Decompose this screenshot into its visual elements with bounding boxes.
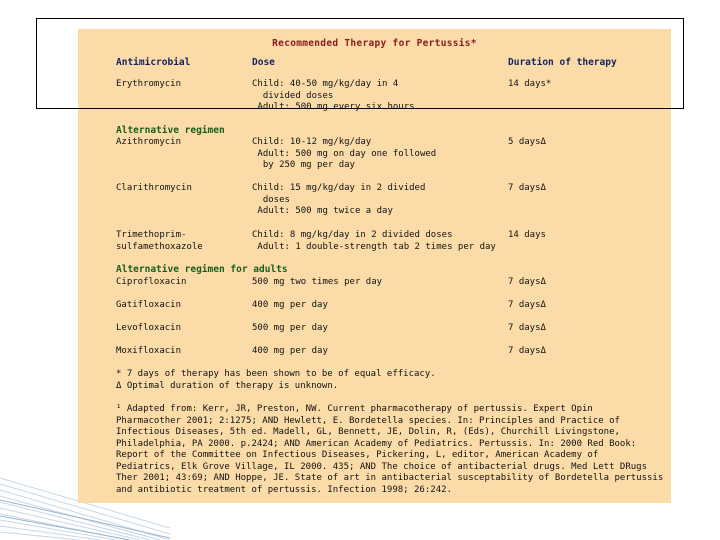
- footnote-delta: Δ Optimal duration of therapy is unknown.: [116, 380, 339, 391]
- drug-name: Gatifloxacin: [116, 300, 182, 310]
- drug-name: Levofloxacin: [116, 323, 182, 333]
- drug-name: Clarithromycin: [116, 183, 192, 193]
- drug-name: Azithromycin: [116, 137, 182, 147]
- dose-text: 500 mg per day: [252, 323, 328, 333]
- duration-text: 7 daysΔ: [508, 277, 546, 287]
- duration-text: 7 daysΔ: [508, 323, 546, 333]
- drug-name: Erythromycin: [116, 79, 182, 89]
- dose-text: 500 mg two times per day: [252, 277, 383, 287]
- header-antimicrobial: Antimicrobial: [116, 57, 191, 68]
- section-alt-regimen: Alternative regimen: [116, 125, 225, 136]
- dose-text: Child: 8 mg/kg/day in 2 divided doses Adult: 1 double-strength tab 2 times per day: [252, 230, 496, 252]
- drug-name: Moxifloxacin: [116, 346, 182, 356]
- dose-text: Child: 40-50 mg/kg/day in 4 divided doses Adult: 500 mg every six hours: [252, 79, 415, 112]
- dose-text: 400 mg per day: [252, 346, 328, 356]
- duration-text: 5 daysΔ: [508, 137, 546, 147]
- dose-text: 400 mg per day: [252, 300, 328, 310]
- header-dose: Dose: [252, 57, 275, 68]
- duration-text: 14 days: [508, 230, 546, 240]
- table-title: Recommended Therapy for Pertussis*: [272, 38, 477, 49]
- duration-text: 7 daysΔ: [508, 300, 546, 310]
- footnote-asterisk: * 7 days of therapy has been shown to be of equal efficacy.: [116, 369, 436, 379]
- duration-text: 7 daysΔ: [508, 183, 546, 193]
- drug-name: Ciprofloxacin: [116, 277, 187, 287]
- drug-name: Trimethoprim- sulfamethoxazole: [116, 230, 203, 252]
- header-duration: Duration of therapy: [508, 57, 617, 68]
- dose-text: Child: 10-12 mg/kg/day Adult: 500 mg on day one followed by 250 mg per day: [252, 137, 437, 170]
- duration-text: 7 daysΔ: [508, 346, 546, 356]
- therapy-table-panel: [78, 29, 671, 503]
- footnotes: [116, 369, 436, 392]
- duration-text: 14 days*: [508, 79, 552, 89]
- dose-text: Child: 15 mg/kg/day in 2 divided doses Adult: 500 mg twice a day: [252, 183, 426, 216]
- section-alt-adults: Alternative regimen for adults: [116, 264, 288, 275]
- reference-citation: ¹ Adapted from: Kerr, JR, Preston, NW. Current pharmacotherapy of pertussis. Expert Opin Pharmacother 2001; 2:1275; AND Hewlett, E. Bordetella species. In: Principles and Practice of Infectious Diseases, 5th ed. Madell, GL, Bennett, JE, Dolin, R, (Eds), Churchill Livingstone, Philadelphia, PA 2000. p.2424; AND American Academy of Pediatrics. Pertussis. In: 2000 Red Book: Report of the Committee on Infectious Diseases, Pickering, L, editor, American Academy of Pediatrics, Elk Grove Village, IL 2000. 435; AND The choice of antibacterial drugs. Med Lett DRugs Ther 2001; 43:69; AND Hoppe, JE. State of art in antibacterial susceptability of Bordetella pertussis and antibiotic treatment of pertussis. Infection 1998; 26:242.: [116, 404, 664, 495]
